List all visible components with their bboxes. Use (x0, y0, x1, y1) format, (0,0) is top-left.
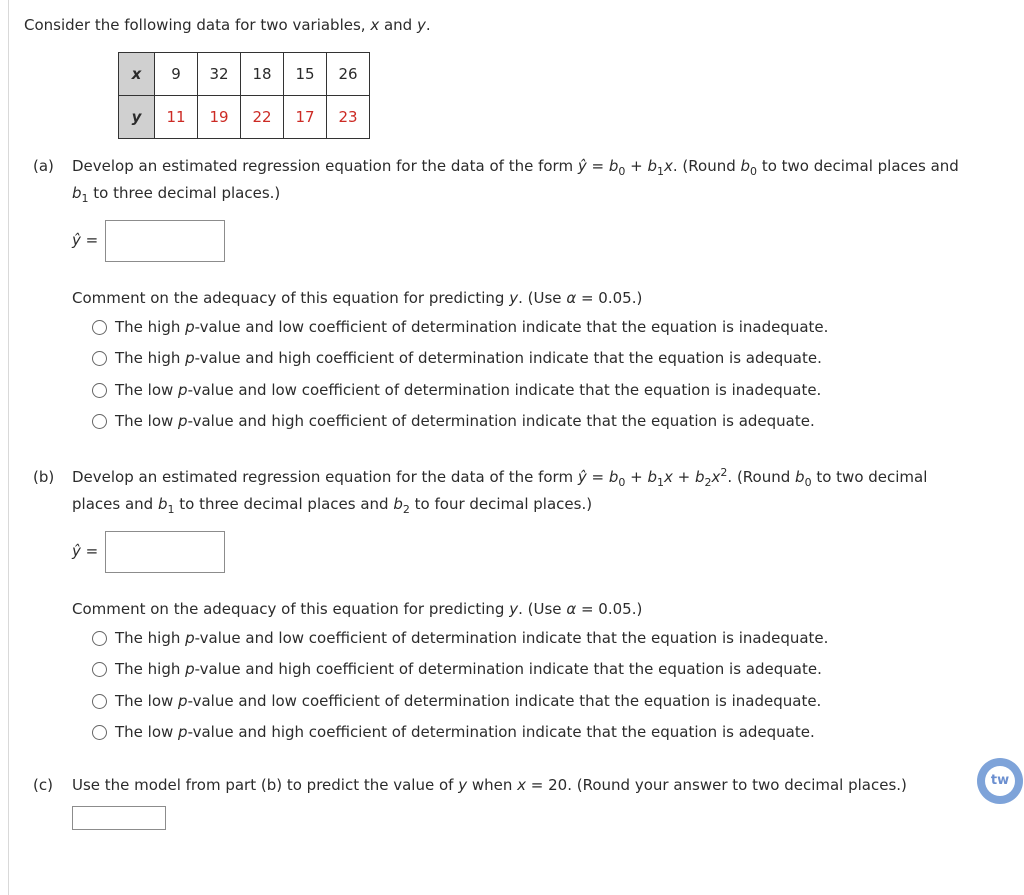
x-value: 18 (241, 53, 284, 96)
part-a-answer-label: ŷ = (72, 231, 99, 249)
option-text: The high p-value and high coefficient of determination indicate that the equation is adequate. (115, 660, 822, 678)
radio-button-icon[interactable] (92, 725, 107, 740)
part-b-option-2[interactable] (92, 658, 822, 680)
part-b-equation-input[interactable] (105, 531, 225, 573)
part-c-question: Use the model from part (b) to predict the value of y when x = 20. (Round your answer to two decimal places.) (72, 776, 907, 794)
y-value: 22 (241, 96, 284, 139)
part-a-option-2[interactable] (92, 347, 822, 369)
part-b-question-line2: places and $b_1$ to three decimal places and $b_2$ to four decimal places.) (72, 495, 593, 516)
part-a-equation-input[interactable] (105, 220, 225, 262)
part-a-label: (a) (33, 157, 54, 175)
part-b-comment: Comment on the adequacy of this equation for predicting y. (Use α = 0.05.) (72, 600, 643, 618)
option-text: The high p-value and low coefficient of determination indicate that the equation is inadequate. (115, 318, 829, 336)
option-text: The low p-value and low coefficient of determination indicate that the equation is inadequate. (115, 692, 822, 710)
option-text: The low p-value and low coefficient of determination indicate that the equation is inadequate. (115, 381, 822, 399)
radio-button-icon[interactable] (92, 351, 107, 366)
part-b-option-1[interactable] (92, 627, 828, 649)
part-b-option-4[interactable] (92, 721, 815, 743)
radio-button-icon[interactable] (92, 320, 107, 335)
y-header: y (119, 96, 155, 139)
part-a-option-1[interactable] (92, 316, 828, 338)
table-row-y (119, 96, 370, 139)
x-value: 26 (327, 53, 370, 96)
part-c-answer-input[interactable] (72, 806, 166, 830)
y-value: 23 (327, 96, 370, 139)
part-a-question-line1: Develop an estimated regression equation for the data of the form ŷ = $b_0 + b_1x$. (Round $b_0$ to two decimal places and (72, 157, 959, 178)
table-row-x (119, 53, 370, 96)
part-b-label: (b) (33, 468, 55, 486)
part-b-answer-label: ŷ = (72, 542, 99, 560)
part-a-question-line2: $b_1$ to three decimal places.) (72, 184, 281, 205)
y-value: 17 (284, 96, 327, 139)
tutor-help-icon: tw (985, 766, 1015, 796)
x-header: x (119, 53, 155, 96)
radio-button-icon[interactable] (92, 662, 107, 677)
option-text: The high p-value and low coefficient of determination indicate that the equation is inadequate. (115, 629, 829, 647)
tutor-help-button[interactable] (977, 758, 1023, 804)
option-text: The low p-value and high coefficient of determination indicate that the equation is adequate. (115, 723, 815, 741)
y-value: 19 (198, 96, 241, 139)
radio-button-icon[interactable] (92, 383, 107, 398)
part-b-option-3[interactable] (92, 690, 821, 712)
radio-button-icon[interactable] (92, 694, 107, 709)
option-text: The low p-value and high coefficient of determination indicate that the equation is adequate. (115, 412, 815, 430)
part-a-option-3[interactable] (92, 379, 821, 401)
option-text: The high p-value and high coefficient of determination indicate that the equation is adequate. (115, 349, 822, 367)
y-value: 11 (155, 96, 198, 139)
data-table (118, 52, 370, 139)
x-value: 15 (284, 53, 327, 96)
radio-button-icon[interactable] (92, 631, 107, 646)
x-value: 32 (198, 53, 241, 96)
part-c-label: (c) (33, 776, 53, 794)
part-b-question-line1: Develop an estimated regression equation for the data of the form ŷ = $b_0 + b_1x + b_2x^2$. (Round $b_0$ to two decimal (72, 466, 928, 489)
part-a-comment: Comment on the adequacy of this equation for predicting y. (Use α = 0.05.) (72, 289, 643, 307)
intro-text: Consider the following data for two variables, x and y. (24, 16, 431, 34)
part-a-option-4[interactable] (92, 410, 815, 432)
x-value: 9 (155, 53, 198, 96)
radio-button-icon[interactable] (92, 414, 107, 429)
